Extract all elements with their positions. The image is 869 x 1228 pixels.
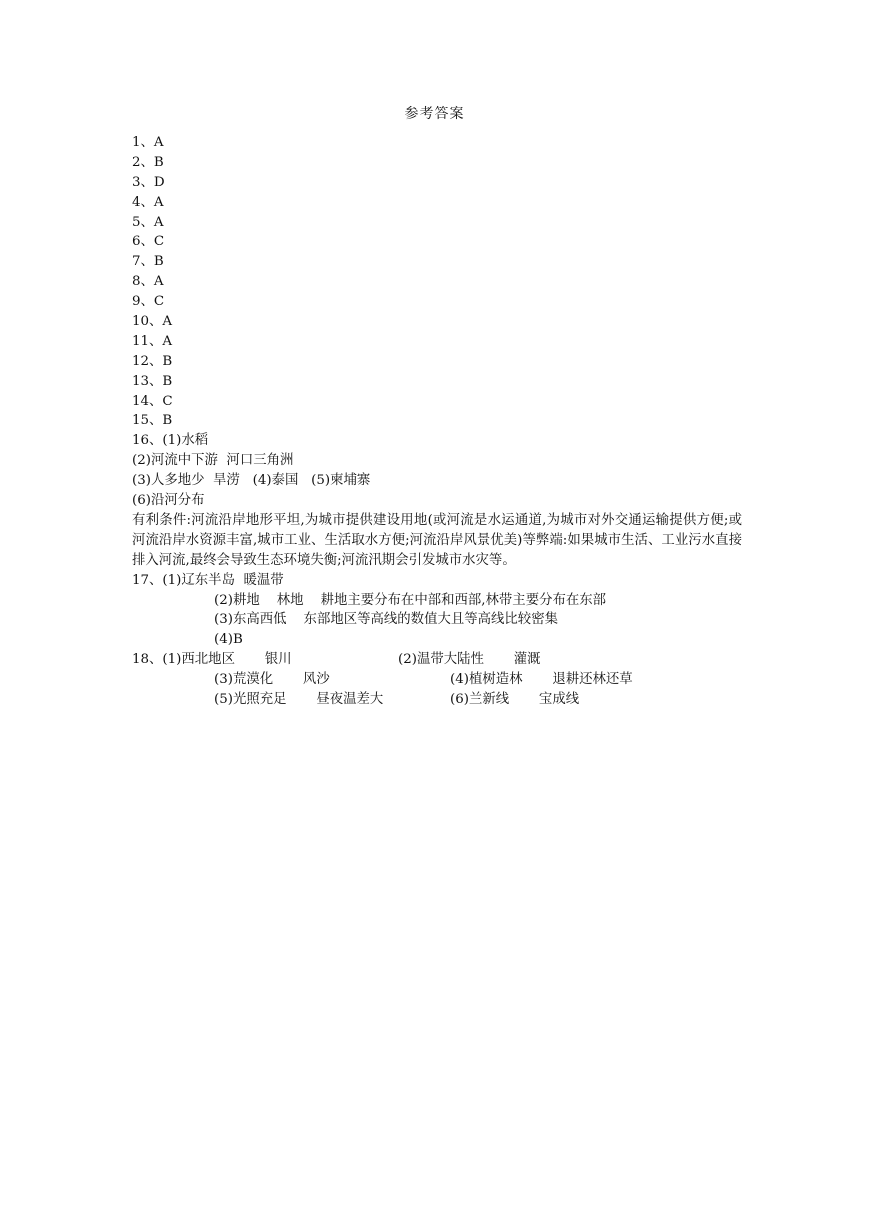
answer-line: 1、A [132,135,164,150]
q18-part-2: (2)温带大陆性 灌溉 [398,652,541,668]
answer-line: 4、A [132,194,164,210]
answer-line: 8、A [132,274,164,290]
answer-line: 11、A [132,333,173,349]
answer-line: 14、C [132,393,173,409]
q18-row-3 [132,690,742,710]
q16-line-1: 16、(1)水稻 [132,433,209,449]
answer-line: 3、D [132,174,165,190]
q16-line-4: (6)沿河分布 [132,493,205,509]
q17-line-1: 17、(1)辽东半岛 暖温带 [132,572,284,588]
q18-part-1: 18、(1)西北地区 银川 [132,652,292,668]
answer-line: 2、B [132,154,164,170]
q18-part-5: (5)光照充足 昼夜温差大 [214,691,384,707]
answer-line: 13、B [132,373,173,389]
answer-line: 15、B [132,413,173,429]
q16-line-3: (3)人多地少 旱涝 (4)泰国 (5)柬埔寨 [132,473,371,489]
q18-part-6: (6)兰新线 宝成线 [450,691,580,707]
q18-part-4: (4)植树造林 退耕还林还草 [450,672,633,688]
answer-line: 6、C [132,234,165,250]
q17-line-4: (4)B [214,632,243,648]
q18-row-2 [132,670,742,690]
answer-body [132,133,742,710]
answer-line: 10、A [132,314,173,330]
answer-line: 9、C [132,294,165,310]
answer-line: 12、B [132,353,173,369]
q17-line-2: (2)耕地 林地 耕地主要分布在中部和西部,林带主要分布在东部 [214,592,607,608]
q18-part-3: (3)荒漠化 风沙 [214,672,330,688]
answer-line: 7、B [132,254,164,270]
q17-line-3: (3)东高西低 东部地区等高线的数值大且等高线比较密集 [214,612,558,628]
q16-paragraph: 有利条件:河流沿岸地形平坦,为城市提供建设用地(或河流是水运通道,为城市对外交通运输提供方便;或河流沿岸水资源丰富,城市工业、生活取水方便;河流沿岸风景优美)等弊端:如果城市生活、工业污水直接排入河流,最终会导致生态环境失衡;河流汛期会引发城市水灾等。 [132,512,742,568]
answer-line: 5、A [132,214,164,230]
q18-row-1 [132,650,742,670]
page-title: 参考答案 [404,106,465,122]
q16-line-2: (2)河流中下游 河口三角洲 [132,453,294,469]
